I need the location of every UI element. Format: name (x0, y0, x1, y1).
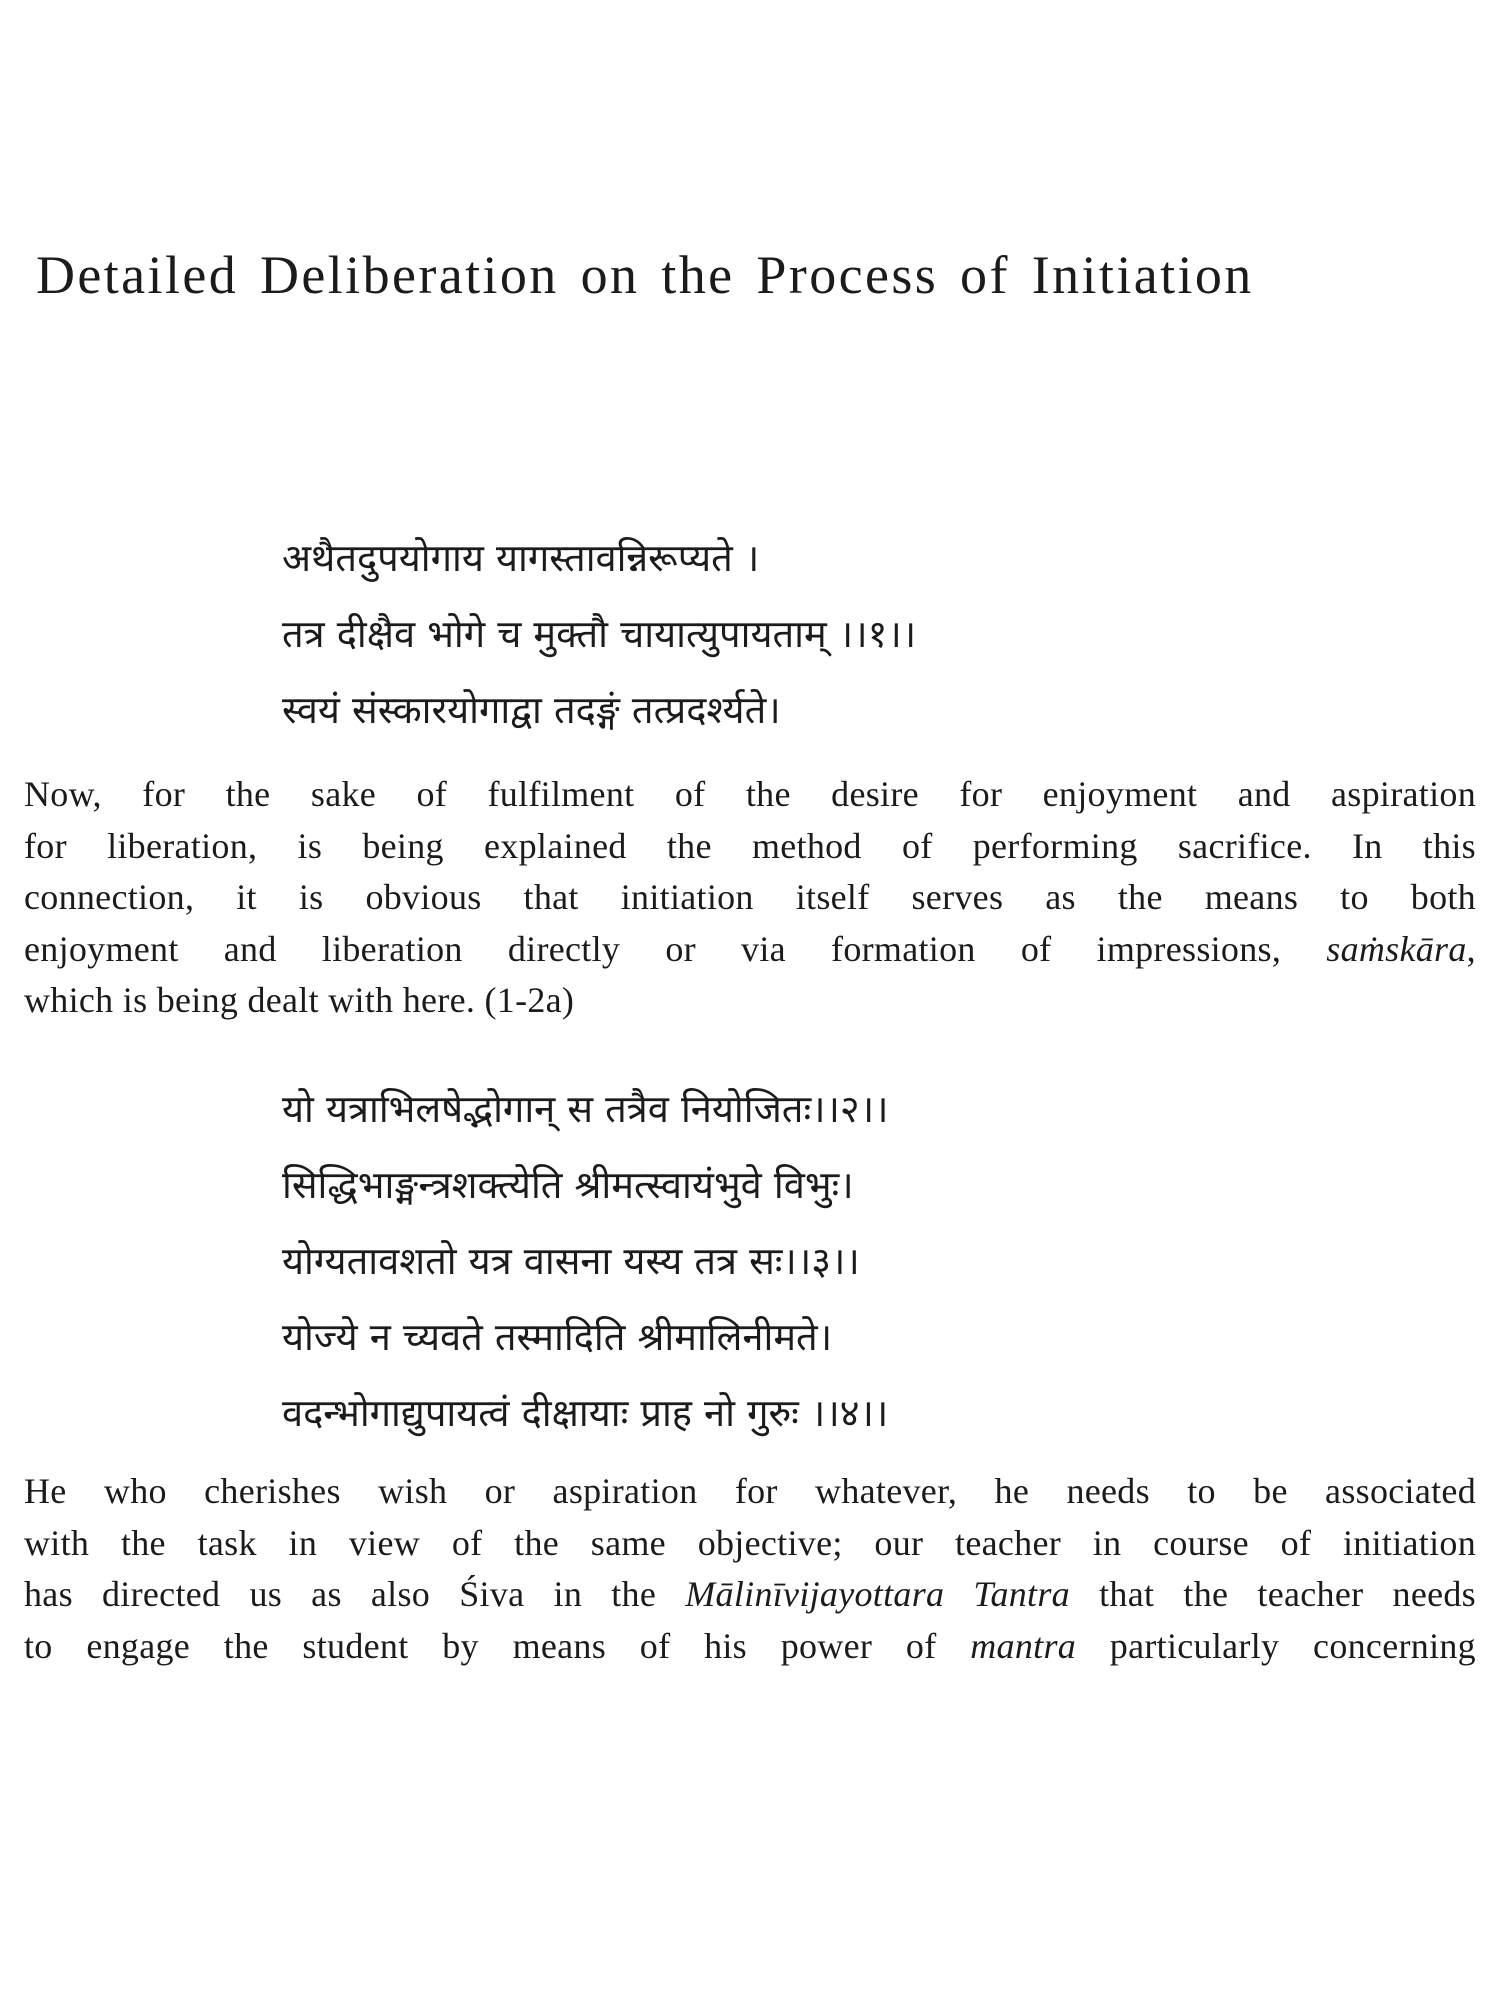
paragraph-line (24, 1569, 1476, 1621)
paragraph-line (24, 924, 1476, 976)
verse-line: यो यत्राभिलषेद्भोगान् स तत्रैव नियोजितः।।२।। (282, 1087, 889, 1131)
italic-term: Mālinīvijayottara Tantra (685, 1574, 1070, 1614)
paragraph-line: Now, for the sake of fulfilment of the desire for enjoyment and aspiration (24, 774, 1476, 814)
chapter-title: Detailed Deliberation on the Process of Initiation (36, 245, 1254, 305)
verse-line: योज्ये न च्यवते तस्मादिति श्रीमालिनीमते। (282, 1315, 833, 1359)
text-run: that the teacher needs (1099, 1574, 1476, 1614)
italic-term: mantra (970, 1625, 1077, 1666)
sanskrit-verse-1-2a (282, 520, 916, 748)
paragraph-line: connection, it is obvious that initiation itself serves as the means to both (24, 877, 1476, 917)
paragraph-line: with the task in view of the same objective; our teacher in course of initiation (24, 1522, 1476, 1563)
italic-term: saṁskāra (1326, 928, 1467, 969)
paragraph-line (24, 1621, 1476, 1673)
text-run: enjoyment and liberation directly or via formation of impressions, (24, 928, 1282, 969)
sanskrit-verse-2b-4 (282, 1071, 889, 1451)
verse-line: सिद्धिभाङ्मन्त्रशक्त्येति श्रीमत्स्वायंभुवे विभुः। (282, 1163, 854, 1207)
paragraph-line: for liberation, is being explained the method of performing sacrifice. In this (24, 825, 1476, 866)
verse-line: स्वयं संस्कारयोगाद्वा तदङ्गं तत्प्रदर्श्यते। (282, 688, 781, 732)
verse-line: अथैतदुपयोगाय यागस्तावन्निरूप्यते । (282, 536, 760, 580)
translation-paragraph-1 (24, 769, 1476, 1027)
verse-line: योग्यतावशतो यत्र वासना यस्य तत्र सः।।३।। (282, 1239, 860, 1283)
paragraph-line: He who cherishes wish or aspiration for whatever, he needs to be associated (24, 1471, 1476, 1511)
text-run: , (1466, 928, 1476, 969)
text-run: particularly concerning (1109, 1625, 1476, 1666)
paragraph-line: which is being dealt with here. (1-2a) (24, 980, 575, 1020)
verse-line: वदन्भोगाद्युपायत्वं दीक्षायाः प्राह नो गुरुः ।।४।। (282, 1391, 889, 1435)
translation-paragraph-2 (24, 1466, 1476, 1672)
text-run: has directed us as also Śiva in the (24, 1574, 657, 1614)
text-run: to engage the student by means of his power of (24, 1625, 937, 1666)
verse-line: तत्र दीक्षैव भोगे च मुक्तौ चायात्युपायताम् ।।१।। (282, 612, 917, 656)
